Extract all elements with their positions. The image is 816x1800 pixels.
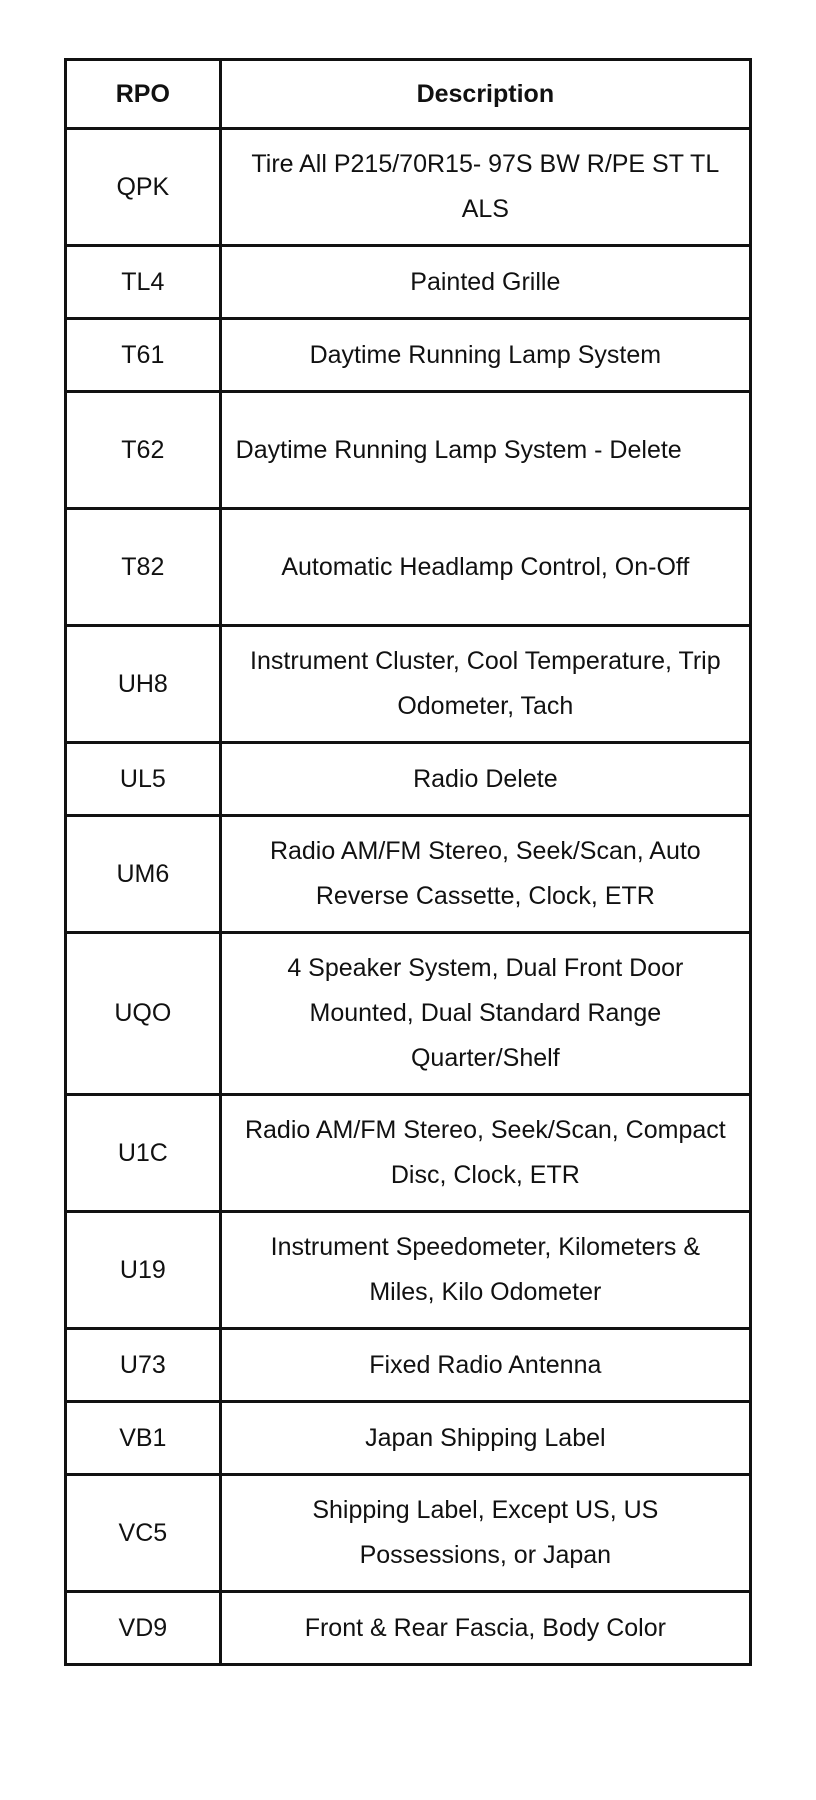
table-row [66,1402,751,1475]
rpo-code-cell: VB1 [66,1402,221,1475]
rpo-code-cell: T61 [66,319,221,392]
rpo-code-cell: UH8 [66,626,221,743]
table-row [66,319,751,392]
description-cell: Japan Shipping Label [220,1402,750,1475]
rpo-code-cell: U1C [66,1095,221,1212]
description-cell: Instrument Speedometer, Kilometers & Miles, Kilo Odometer [220,1212,750,1329]
rpo-code-cell: TL4 [66,246,221,319]
description-cell: Daytime Running Lamp System - Delete [220,392,750,509]
rpo-column-header: RPO [66,60,221,129]
table-row [66,392,751,509]
rpo-code-cell: UL5 [66,743,221,816]
table-body [66,129,751,1665]
table-row [66,129,751,246]
description-cell: Fixed Radio Antenna [220,1329,750,1402]
table-row [66,246,751,319]
description-cell: Radio AM/FM Stereo, Seek/Scan, Compact Disc, Clock, ETR [220,1095,750,1212]
rpo-code-cell: VD9 [66,1592,221,1665]
description-cell: Front & Rear Fascia, Body Color [220,1592,750,1665]
table-row [66,1329,751,1402]
table-row [66,743,751,816]
description-cell: 4 Speaker System, Dual Front Door Mounted, Dual Standard Range Quarter/Shelf [220,933,750,1095]
rpo-code-cell: VC5 [66,1475,221,1592]
description-cell: Automatic Headlamp Control, On-Off [220,509,750,626]
rpo-table [64,58,752,1666]
rpo-code-cell: U19 [66,1212,221,1329]
header-row [66,60,751,129]
rpo-code-cell: UQO [66,933,221,1095]
rpo-code-cell: T82 [66,509,221,626]
description-cell: Radio Delete [220,743,750,816]
table-row [66,1475,751,1592]
table-row [66,509,751,626]
description-cell: Daytime Running Lamp System [220,319,750,392]
description-cell: Shipping Label, Except US, US Possessions, or Japan [220,1475,750,1592]
description-cell: Instrument Cluster, Cool Temperature, Trip Odometer, Tach [220,626,750,743]
table-row [66,1592,751,1665]
table-row [66,816,751,933]
table-header [66,60,751,129]
description-cell: Tire All P215/70R15- 97S BW R/PE ST TL ALS [220,129,750,246]
table-row [66,933,751,1095]
rpo-code-cell: T62 [66,392,221,509]
rpo-code-cell: UM6 [66,816,221,933]
table-row [66,1212,751,1329]
rpo-code-cell: U73 [66,1329,221,1402]
description-column-header: Description [220,60,750,129]
table-row [66,1095,751,1212]
rpo-code-cell: QPK [66,129,221,246]
description-cell: Radio AM/FM Stereo, Seek/Scan, Auto Reverse Cassette, Clock, ETR [220,816,750,933]
table-row [66,626,751,743]
description-cell: Painted Grille [220,246,750,319]
